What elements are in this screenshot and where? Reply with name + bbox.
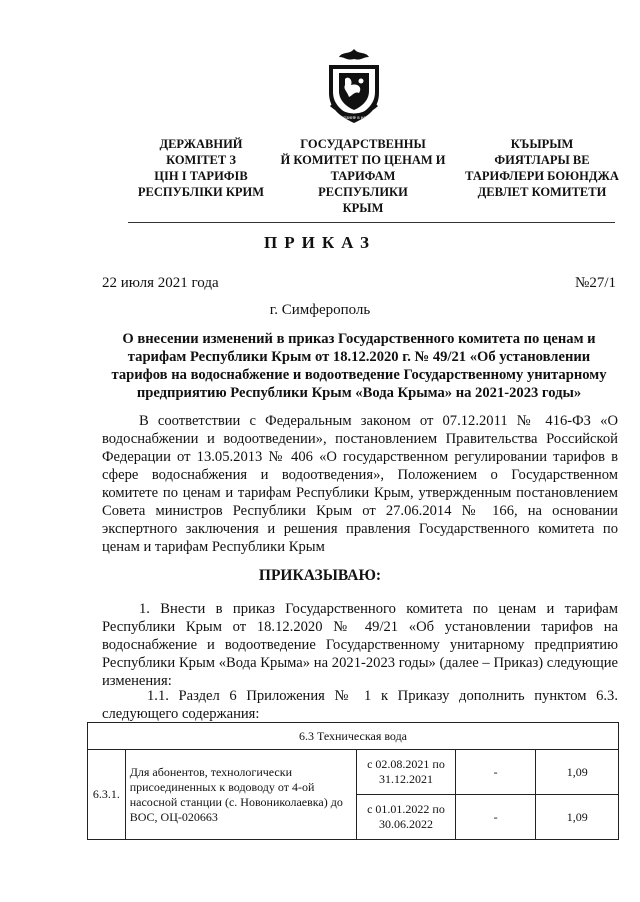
header-mid-line: КРЫМ <box>342 201 384 215</box>
period-cell: с 02.08.2021 по 31.12.2021 <box>357 750 456 795</box>
tariff-table <box>87 722 619 840</box>
period-cell: с 01.01.2022 по 30.06.2022 <box>357 795 456 840</box>
order-heading: ПРИКАЗЫВАЮ: <box>258 567 382 584</box>
document-date: 22 июля 2021 года <box>102 275 219 291</box>
header-left-line: КОМІТЕТ З <box>166 153 236 167</box>
header-ukrainian <box>126 136 276 200</box>
header-right-line: ДЕВЛЕТ КОМИТЕТИ <box>477 185 607 199</box>
header-left-line: ЦІН І ТАРИФІВ <box>154 169 248 183</box>
header-russian <box>278 136 448 216</box>
table-header-row <box>88 723 619 750</box>
order-item-1: 1. Внести в приказ Государственного комитета по ценам и тарифам Республики Крым от 18.12.2020 № 49/21 «Об установлении тарифов на водоснабжение и водоотведение Государственному унитарному предприятию Республики Крым «Вода Крыма» на 2021-2023 годы» (далее – Приказ) следующие изменения: <box>102 601 618 689</box>
header-right-line: ФИЯТЛАРЫ ВЕ <box>494 153 590 167</box>
preamble-paragraph: В соответствии с Федеральным законом от 07.12.2011 № 416-ФЗ «О водоснабжении и водоотведении», постановлением Правительства Российской Федерации от 13.05.2013 № 406 «О государственном регулировании тарифов в сфере водоснабжения и водоотведения», Положением о Государственном комитете по ценам и тарифам Республики Крым, утвержденным постановлением Совета министров Республики Крым от 27.06.2014 № 166, на основании экспертного заключения и решения правления Государственного комитета по ценам и тарифам Республики Крым <box>102 413 618 555</box>
header-crimean-tatar <box>456 136 628 200</box>
document-subject: О внесении изменений в приказ Государственного комитета по ценам и тарифам Республики Крым от 18.12.2020 г. № 49/21 «Об установлении тарифов на водоснабжение и водоотведение Государственному унитарному предприятию Республики Крым «Вода Крыма» на 2021-2023 годы» <box>111 331 607 401</box>
empty-value-cell: - <box>455 795 536 840</box>
header-mid-line: Й КОМИТЕТ ПО ЦЕНАМ И <box>280 153 446 167</box>
document-title: ПРИКАЗ <box>264 233 376 252</box>
order-item-1-1: 1.1. Раздел 6 Приложения № 1 к Приказу дополнить пунктом 6.3. следующего содержания: <box>102 688 618 722</box>
header-divider <box>128 222 615 223</box>
row-number: 6.3.1. <box>88 750 126 840</box>
tariff-value-cell: 1,09 <box>536 750 619 795</box>
crimea-coat-of-arms-icon <box>323 45 385 127</box>
table-section-title: 6.3 Техническая вода <box>88 723 619 750</box>
header-left-line: РЕСПУБЛІКИ КРИМ <box>137 185 265 199</box>
header-right-line: ТАРИФЛЕРИ БОЮНДЖА <box>465 169 619 183</box>
table-row <box>88 750 619 795</box>
row-description: Для абонентов, технологически присоединенных к водоводу от 4-ой насосной станции (с. Новониколаевка) до ВОС, ОЦ-020663 <box>125 750 356 840</box>
document-city: г. Симферополь <box>269 302 371 318</box>
header-mid-line: РЕСПУБЛИКИ <box>318 185 408 199</box>
header-mid-line: ТАРИФАМ <box>330 169 396 183</box>
document-number: №27/1 <box>575 275 616 291</box>
empty-value-cell: - <box>455 750 536 795</box>
header-left-line: ДЕРЖАВНИЙ <box>159 137 243 151</box>
header-right-line: КЪЫРЫМ <box>510 137 574 151</box>
header-mid-line: ГОСУДАРСТВЕННЫ <box>300 137 426 151</box>
emblem-motto: Процветание в единстве <box>328 116 380 121</box>
tariff-value-cell: 1,09 <box>536 795 619 840</box>
